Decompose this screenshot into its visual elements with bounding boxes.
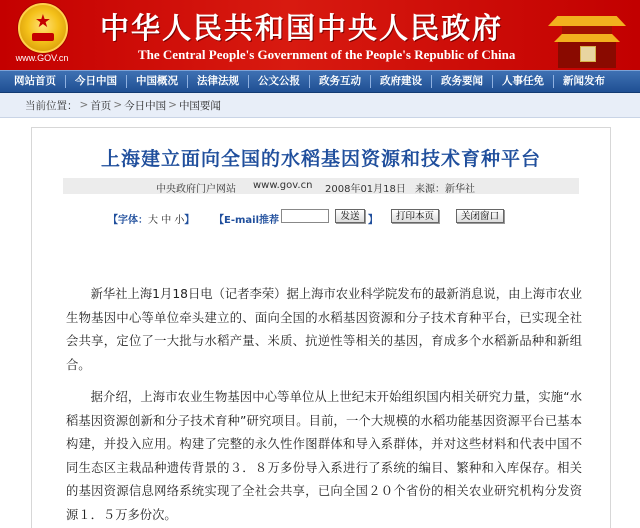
breadcrumb-separator: > xyxy=(79,99,89,111)
gate-icon xyxy=(32,33,54,41)
breadcrumb-label: 当前位置： xyxy=(25,99,78,112)
font-size-medium[interactable]: 中 xyxy=(161,215,172,226)
nav-item-press[interactable]: 新闻发布 xyxy=(563,75,605,87)
nav-item-gov-building[interactable]: 政府建设 xyxy=(371,75,432,88)
tiananmen-icon xyxy=(540,4,634,68)
send-button[interactable]: 发送 xyxy=(335,209,365,223)
article-url: www.gov.cn xyxy=(253,180,313,191)
article-paragraph-1: 新华社上海1月18日电（记者李荣）据上海市农业科学院发布的最新消息说，由上海市农业生物基因中心等单位牵头建立的、面向全国的水稻基因资源和分子技术育种平台，已实现全社会共享，定位了一大批与水稻产量、米质、抗逆性等相关的基因，育成多个水稻新品种和新组合。 xyxy=(66,287,582,372)
main-nav xyxy=(0,70,640,93)
article-tools xyxy=(32,208,610,226)
breadcrumb-china-news[interactable]: 中国要闻 xyxy=(178,99,221,112)
site-url: www.GOV.cn xyxy=(15,53,69,63)
article-meta-bar xyxy=(63,178,579,194)
breadcrumb-separator: > xyxy=(168,99,177,111)
breadcrumb-home[interactable]: 首页 xyxy=(90,99,112,112)
breadcrumb xyxy=(0,93,640,118)
nav-item-news[interactable]: 政务要闻 xyxy=(432,75,493,88)
article-origin: 来源：新华社 xyxy=(415,184,475,195)
breadcrumb-separator: > xyxy=(113,99,123,111)
article-source: 中央政府门户网站 xyxy=(156,184,236,195)
article-title: 上海建立面向全国的水稻基因资源和技术育种平台 xyxy=(100,148,541,170)
nav-item-home[interactable]: 网站首页 xyxy=(0,75,66,88)
article-paragraph xyxy=(66,386,582,527)
star-icon: ★ xyxy=(34,11,52,32)
nav-item-bulletins[interactable]: 公文公报 xyxy=(249,75,310,88)
site-banner xyxy=(0,0,640,70)
nav-item-laws[interactable]: 法律法规 xyxy=(188,75,249,88)
print-button[interactable]: 打印本页 xyxy=(391,209,439,223)
email-close: 】 xyxy=(368,215,378,226)
breadcrumb-today-china[interactable]: 今日中国 xyxy=(124,99,167,112)
nav-item-appointments[interactable]: 人事任免 xyxy=(493,75,554,88)
font-size-close: 】 xyxy=(184,215,195,226)
email-label: 【E-mail推荐 xyxy=(214,215,280,226)
font-size-large[interactable]: 大 xyxy=(148,215,158,226)
nav-item-interaction[interactable]: 政务互动 xyxy=(310,75,371,88)
national-emblem-icon[interactable] xyxy=(18,3,68,53)
article-paragraph xyxy=(66,283,582,377)
nav-item-today-china[interactable]: 今日中国 xyxy=(66,75,127,88)
site-title-en: The Central People's Government of the People's Republic of China xyxy=(138,47,516,62)
nav-item-china-overview[interactable]: 中国概况 xyxy=(127,75,188,88)
font-size-label: 【字体： xyxy=(108,215,148,226)
font-size-small[interactable]: 小 xyxy=(174,215,185,226)
article-date: 2008年01月18日 xyxy=(325,184,406,195)
site-title-cn: 中华人民共和国中央人民政府 xyxy=(100,11,504,45)
close-window-button[interactable]: 关闭窗口 xyxy=(456,209,504,223)
email-input[interactable] xyxy=(281,209,329,223)
article-panel xyxy=(31,127,611,528)
article-paragraph-2: 据介绍，上海市农业生物基因中心等单位从上世纪末开始组织国内相关研究力量，实施“水稻基因资源创新和分子技术育种”研究项目。目前，一个大规模的水稻功能基因资源平台已基本构建，并投入应用。构建了完整的永久性作图群体和导入系群体，并对这些材料和代表中国不同生态区主栽品种遗传背景的３．８万多份导入系进行了系统的编目、繁种和入库保存。相关的基因资源信息网络系统实现了全社会共享，已向全国２０个省份的相关农业研究机构分发资源１．５万多份次。 xyxy=(66,390,582,522)
